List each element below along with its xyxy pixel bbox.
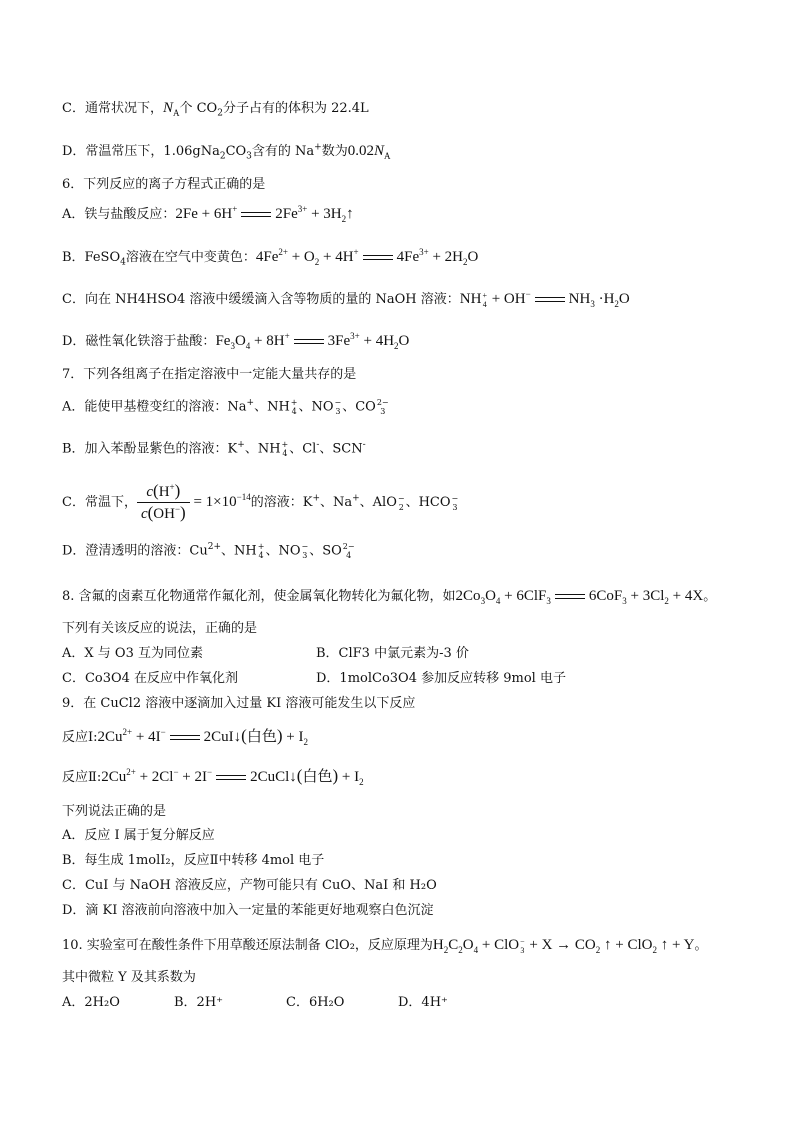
q10-option-c: C．6H₂O: [286, 995, 345, 1010]
q9-line2: 下列说法正确的是: [62, 804, 167, 819]
precipitate-arrow-icon: ↓: [233, 729, 242, 745]
precipitate-arrow-icon: ↓: [289, 769, 297, 785]
q8-option-c: C．Co3O4 在反应中作氧化剂: [62, 671, 239, 686]
q8-stem: 8. 含氟的卤素互化物通常作氟化剂，使金属氧化物转化为氟化物，如$2Co_3O_4 + 6ClF_3$ $6CoF_3 + 3Cl_2 + 4X$。: [62, 588, 717, 606]
q10-option-a: A．2H₂O: [62, 995, 120, 1010]
q6-option-d: D．磁性氧化铁溶于盐酸：$Fe_3O_4 + 8H^+$ $3Fe^{3+} + 4H_2O$: [62, 331, 410, 351]
equals-sign: [241, 212, 271, 218]
q6-option-c: C．向在 NH4HSO4 溶液中缓缓滴入含等物质的量的 NaOH 溶液：NH+ 4 + OH− $NH_3 \cdot H_2O$: [62, 289, 630, 309]
q9-option-b: B．每生成 1molI₂，反应Ⅱ中转移 4mol 电子: [62, 853, 325, 868]
q9-reaction-1: 反应$Ⅰ:2Cu^{2+} + 4I^-$ 2CuI↓(白色) + $I_2$: [62, 726, 308, 747]
q7-option-d: D．澄清透明的溶液：$Cu^{2+}$、NH+ 4 、NO− 3 、SO2− 4: [62, 542, 355, 560]
q9-option-d: D．滴 KI 溶液前向溶液中加入一定量的苯能更好地观察白色沉淀: [62, 903, 434, 918]
q5-option-c: C．通常状况下，$N_A$个 $CO_2$分子占有的体积为 22.4L: [62, 100, 369, 119]
equals-sign: [170, 735, 200, 741]
q7-option-b: B．加入苯酚显紫色的溶液：K+、NH+ 4 、Cl-、SCN-: [62, 440, 366, 458]
q5-option-d: D．常温常压下，$1.06gNa_2CO_3$含有的 Na+数为$0.02N_A$: [62, 142, 391, 162]
gas-arrow-icon: ↑: [346, 206, 354, 222]
q6-stem: 6．下列反应的离子方程式正确的是: [62, 177, 266, 192]
equals-sign: [216, 775, 246, 781]
q10-line2: 其中微粒 Y 及其系数为: [62, 970, 196, 985]
q7-stem: 7．下列各组离子在指定溶液中一定能大量共存的是: [62, 367, 357, 382]
equals-sign: [535, 297, 565, 303]
q8-option-b: B．ClF3 中氯元素为-3 价: [316, 646, 469, 661]
q7-option-c: C．常温下， $\frac{c(H^+)}{c(OH^-)}$ = $1\times 10^{-14}$的溶液：K+、Na+、AlO− 2 、HCO− 3: [62, 481, 459, 522]
q9-option-c: C．CuI 与 NaOH 溶液反应，产物可能只有 CuO、NaI 和 H₂O: [62, 878, 437, 893]
concentration-ratio: $\frac{c(H^+)}{c(OH^-)}$: [137, 482, 190, 523]
equals-sign: [294, 339, 324, 345]
q7-option-a: A．能使甲基橙变红的溶液：Na+、NH+ 4 、NO− 3 、CO2− 3: [62, 398, 389, 416]
q10-stem: 10. 实验室可在酸性条件下用草酸还原法制备 ClO₂，反应原理为$H_2C_2O_4 + ClO-$ $3 + X \to CO_2$ ↑ + ClO$_2$ ↑ + Y。: [62, 936, 708, 955]
q9-reaction-2: 反应$Ⅱ:2Cu^{2+} + 2Cl^- + 2I^-$ 2CuCl↓(白色) + $I_2$: [62, 766, 364, 787]
equals-sign: [555, 594, 585, 600]
q8-option-a: A．X 与 O3 互为同位素: [62, 646, 203, 661]
q8-option-d: D．1molCo3O4 参加反应转移 9mol 电子: [316, 671, 566, 686]
q6-option-a: A．铁与盐酸反应：2Fe + 6H+ $2Fe^{3+}$ + $3H_2↑$: [62, 204, 354, 224]
q10-option-b: B．2H⁺: [174, 995, 224, 1010]
q6-option-b: B．FeSO$_4$溶液在空气中变黄色：$4Fe^{2+} + O_2 + 4H^+$ $4Fe^{3+} + 2H_2O$: [62, 247, 479, 268]
q10-option-d: D．4H⁺: [398, 995, 448, 1010]
q9-stem: 9．在 CuCl2 溶液中逐滴加入过量 KI 溶液可能发生以下反应: [62, 696, 416, 711]
equals-sign: [363, 255, 393, 261]
q9-option-a: A．反应 I 属于复分解反应: [62, 828, 215, 843]
q8-line2: 下列有关该反应的说法，正确的是: [62, 621, 258, 636]
